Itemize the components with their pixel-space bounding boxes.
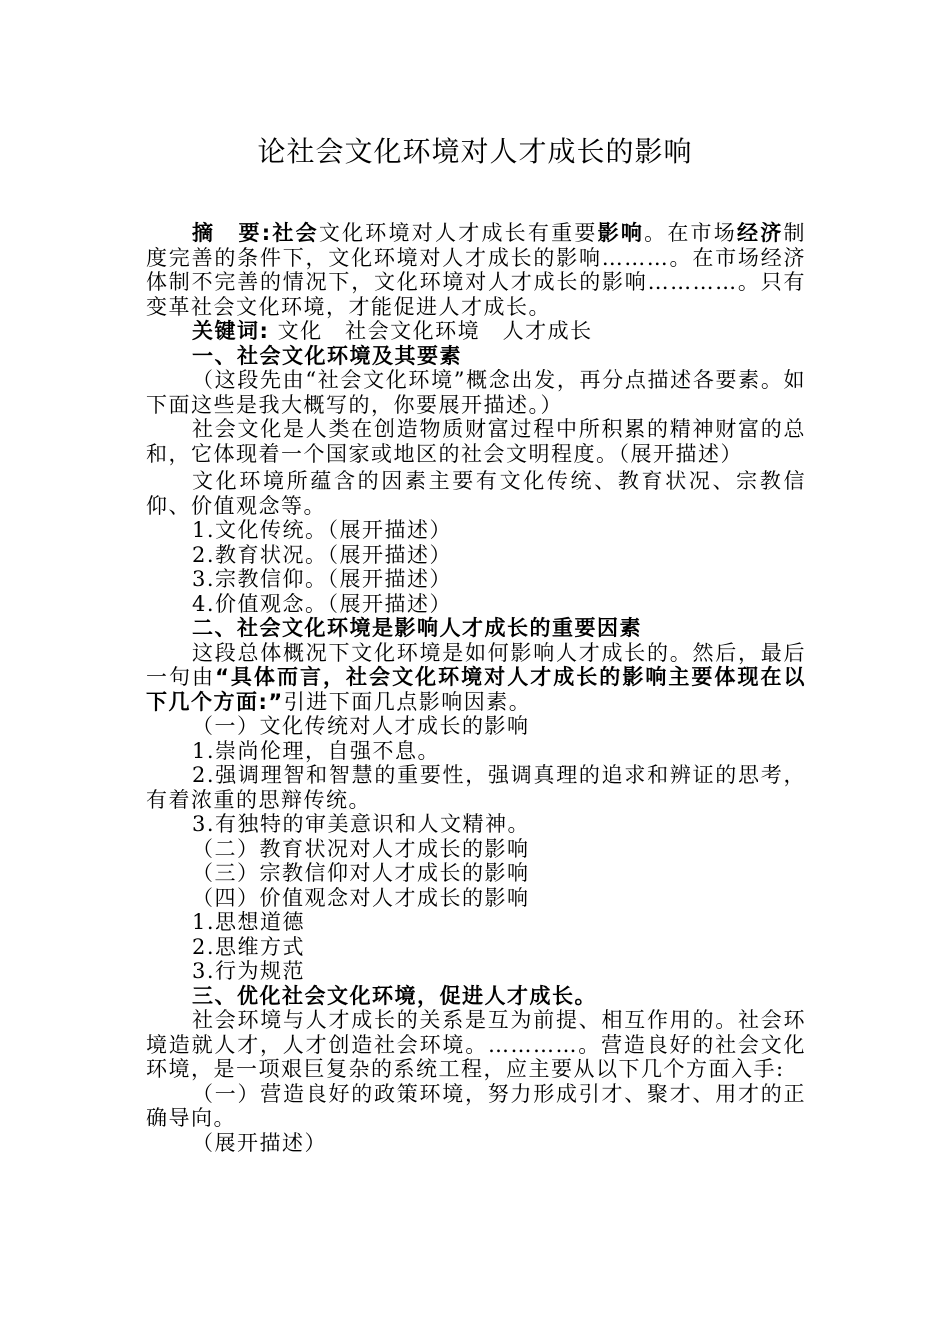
- section-2-text-a: 这段总体概况下文化环境是如何影响人才成长的。然后，最后一句由: [146, 640, 806, 689]
- list-item: 2.思维方式: [192, 934, 306, 959]
- section-3-heading: 三、优化社会文化环境，促进人才成长。: [192, 983, 597, 1008]
- abstract-label: 摘 要:: [192, 221, 272, 245]
- section-2-text-b: 引进下面几点影响因素。: [283, 689, 532, 714]
- keywords-paragraph: [146, 319, 806, 344]
- section-1-paragraph-2: 文化环境所蕴含的因素主要有文化传统、教育状况、宗教信仰、价值观念等。: [146, 469, 806, 518]
- list-item: 1.崇尚伦理，自强不息。: [192, 738, 441, 763]
- list-item: 2.强调理智和智慧的重要性，强调真理的追求和辨证的思考，有着浓重的思辩传统。: [146, 763, 806, 812]
- section-1-paragraph-1: 社会文化是人类在创造物质财富过程中所积累的精神财富的总和，它体现着一个国家或地区的社会文明程度。（展开描述）: [146, 417, 806, 466]
- section-2-heading: 二、社会文化环境是影响人才成长的重要因素: [192, 616, 642, 640]
- section-1-note: （这段先由“社会文化环境”概念出发，再分点描述各要素。如下面这些是我大概写的，你要展开描述。）: [146, 368, 806, 417]
- abstract-bold-1: 社会: [271, 221, 319, 245]
- abstract-text-1: 文化环境对人才成长有重要: [318, 221, 598, 245]
- subheading: （二）教育状况对人才成长的影响: [192, 836, 530, 861]
- abstract-bold-2: 影响: [597, 221, 645, 245]
- list-item: 3.宗教信仰。（展开描述）: [192, 567, 453, 591]
- subheading: （四）价值观念对人才成长的影响: [192, 885, 530, 910]
- list-item: 3.有独特的审美意识和人文精神。: [192, 812, 531, 836]
- list-item: 3.行为规范: [192, 959, 306, 983]
- abstract-text-2: 。在市场: [644, 221, 738, 245]
- section-2-paragraph-1: [146, 641, 806, 715]
- section-3-paragraph-3: （展开描述）: [192, 1130, 327, 1155]
- abstract-bold-3: 经济: [737, 221, 784, 245]
- list-item: 1.文化传统。（展开描述）: [192, 518, 453, 542]
- list-item: 2.教育状况。（展开描述）: [192, 542, 453, 567]
- abstract-paragraph: [146, 221, 806, 319]
- keywords-text: 文化 社会文化环境 人才成长: [269, 319, 593, 343]
- abstract-text-3: 制度完善的条件下，文化环境对人才成长的影响………。在市场经济体制不完善的情况下，文化环境对人才成长的影响…………。只有变革社会文化环境，才能促进人才成长。: [146, 221, 806, 319]
- list-item: 4.价值观念。（展开描述）: [192, 591, 453, 616]
- section-1-heading: 一、社会文化环境及其要素: [192, 343, 462, 368]
- section-3-paragraph-2: （一）营造良好的政策环境，努力形成引才、聚才、用才的正确导向。: [146, 1081, 806, 1130]
- list-item: 1.思想道德: [192, 910, 306, 934]
- keywords-label: 关键词:: [192, 319, 270, 343]
- document-title: 论社会文化环境对人才成长的影响: [257, 135, 693, 168]
- section-3-paragraph-1: 社会环境与人才成长的关系是互为前提、相互作用的。社会环境造就人才，人才创造社会环境。…………。营造良好的社会文化环境，是一项艰巨复杂的系统工程，应主要从以下几个方面入手:: [146, 1008, 806, 1081]
- subheading: （一）文化传统对人才成长的影响: [192, 714, 530, 738]
- document-body: [146, 221, 806, 1155]
- subheading: （三）宗教信仰对人才成长的影响: [192, 861, 530, 885]
- section-2-bold-quote: “具体而言，社会文化环境对人才成长的影响主要体现在以下几个方面:”: [146, 665, 806, 714]
